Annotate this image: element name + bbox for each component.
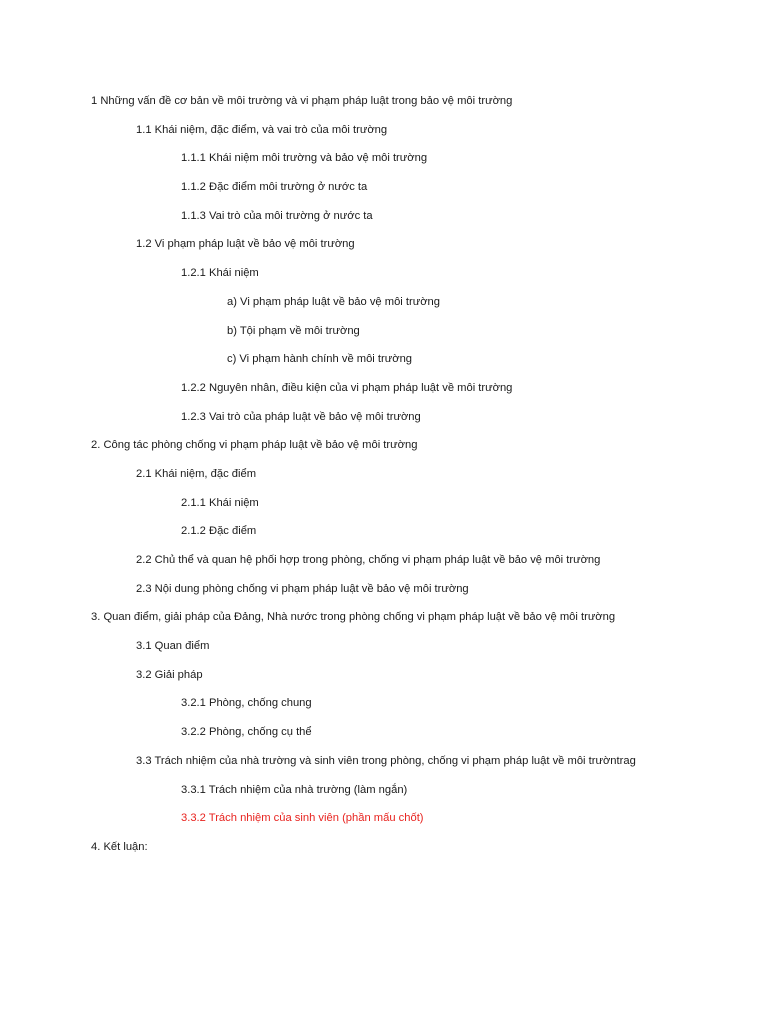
outline-item: 1.1.3 Vai trò của môi trường ở nước ta: [181, 209, 373, 222]
outline-item: 1.2.1 Khái niệm: [181, 267, 259, 280]
outline-item: 2.1 Khái niệm, đặc điểm: [136, 467, 257, 480]
outline-item: 1.2.2 Nguyên nhân, điều kiện của vi phạm pháp luật về môi trường: [181, 381, 513, 394]
outline-item: 3.3.1 Trách nhiệm của nhà trường (làm ngắn): [181, 783, 408, 796]
outline-item: 2.3 Nội dung phòng chống vi phạm pháp luật về bảo vệ môi trường: [136, 582, 469, 595]
outline-item: 3.2.1 Phòng, chống chung: [181, 697, 312, 710]
outline-item-highlighted: 3.3.2 Trách nhiệm của sinh viên (phần mấu chốt): [181, 812, 424, 825]
outline-list: [0, 93, 768, 868]
outline-item: 1.2.3 Vai trò của pháp luật về bảo vệ môi trường: [181, 410, 421, 423]
outline-item: 1 Những vấn đề cơ bản về môi trường và vi phạm pháp luật trong bảo vệ môi trường: [91, 95, 513, 107]
outline-item: 3.3 Trách nhiệm của nhà trường và sinh viên trong phòng, chống vi phạm pháp luật về môi trườntrag: [136, 754, 636, 767]
outline-item: 2. Công tác phòng chống vi phạm pháp luật về bảo vệ môi trường: [91, 439, 418, 452]
outline-item: 4. Kết luận:: [91, 840, 148, 853]
outline-item: b) Tội phạm về môi trường: [227, 324, 360, 337]
outline-item: 1.1.2 Đặc điểm môi trường ở nước ta: [181, 181, 368, 194]
outline-item: 3.2.2 Phòng, chống cụ thể: [181, 726, 312, 739]
outline-item: 3.1 Quan điểm: [136, 640, 210, 653]
outline-item: c) Vi phạm hành chính về môi trường: [227, 353, 413, 366]
outline-item: a) Vi phạm pháp luật về bảo vệ môi trường: [227, 295, 441, 308]
outline-item: 2.2 Chủ thể và quan hệ phối hợp trong phòng, chống vi phạm pháp luật về bảo vệ môi trường: [136, 554, 601, 566]
outline-item: 1.2 Vi phạm pháp luật về bảo vệ môi trường: [136, 238, 355, 251]
outline-item: 2.1.1 Khái niệm: [181, 496, 259, 509]
outline-item: 3.2 Giải pháp: [136, 668, 203, 681]
outline-item: 1.1 Khái niệm, đặc điểm, và vai trò của môi trường: [136, 123, 388, 136]
outline-item: 2.1.2 Đặc điểm: [181, 525, 257, 538]
outline-item: 3. Quan điểm, giải pháp của Đảng, Nhà nước trong phòng chống vi phạm pháp luật về bảo vệ môi trường: [91, 611, 616, 624]
outline-item: 1.1.1 Khái niệm môi trường và bảo vệ môi trường: [181, 152, 428, 165]
